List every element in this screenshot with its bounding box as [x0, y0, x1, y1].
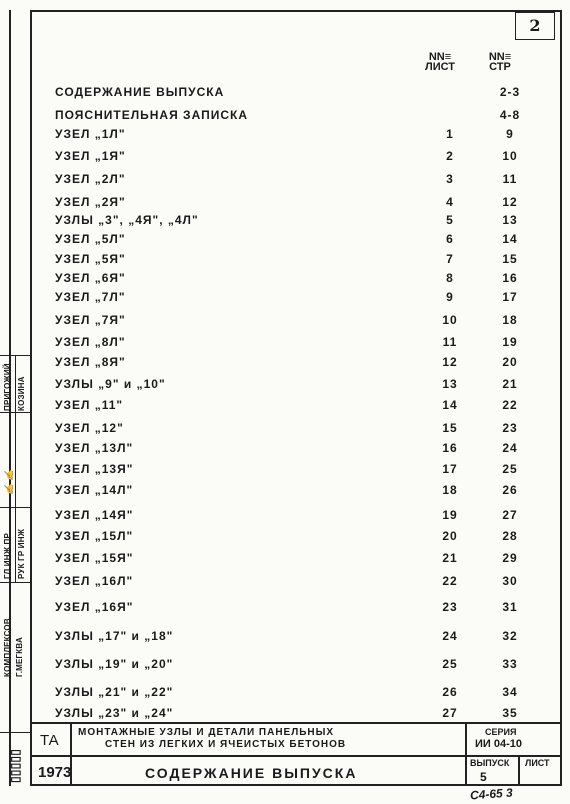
- row-page-number: 2-3: [499, 85, 521, 99]
- contents-row: [55, 529, 545, 547]
- page-number: 2: [515, 12, 555, 40]
- approver-name-2: КОЗИНА: [17, 376, 26, 411]
- row-sheet-number: 20: [442, 529, 458, 543]
- row-title: УЗЕЛ „11": [55, 398, 124, 412]
- contents-row: [55, 629, 545, 647]
- row-sheet-number: 3: [446, 172, 454, 186]
- row-title: СОДЕРЖАНИЕ ВЫПУСКА: [55, 85, 225, 99]
- row-title: УЗЕЛ „7Я": [55, 313, 126, 327]
- contents-row: [55, 85, 545, 103]
- row-title: УЗЕЛ „8Л": [55, 335, 126, 349]
- row-title: УЗЕЛ „14Я": [55, 508, 134, 522]
- row-page-number: 12: [502, 195, 518, 209]
- row-sheet-number: 27: [442, 706, 458, 720]
- row-page-number: 20: [502, 355, 518, 369]
- description-line-2: СТЕН ИЗ ЛЕГКИХ И ЯЧЕИСТЫХ БЕТОНОВ: [105, 739, 347, 750]
- contents-row: [55, 421, 545, 439]
- row-title: УЗЛЫ „3", „4Я", „4Л": [55, 213, 199, 227]
- series-label: СЕРИЯ: [485, 727, 517, 737]
- approver-dept: КОМПЛЕКСОВ: [3, 618, 12, 677]
- row-page-number: 16: [502, 271, 518, 285]
- row-title: УЗЕЛ „1Я": [55, 149, 126, 163]
- contents-row: [55, 271, 545, 289]
- row-sheet-number: 23: [442, 600, 458, 614]
- row-page-number: 13: [502, 213, 518, 227]
- row-title: УЗЕЛ „13Л": [55, 441, 134, 455]
- issue-value: 5: [480, 770, 487, 784]
- approver-role-2: РУК ГР ИНЖ: [17, 528, 26, 579]
- row-page-number: 18: [502, 313, 518, 327]
- row-sheet-number: 21: [442, 551, 458, 565]
- row-page-number: 25: [502, 462, 518, 476]
- frame-marks: ▯▯▯▯▯: [8, 748, 22, 783]
- row-sheet-number: 8: [446, 271, 454, 285]
- row-page-number: 14: [502, 232, 518, 246]
- row-page-number: 24: [502, 441, 518, 455]
- contents-row: [55, 335, 545, 353]
- row-title: УЗЕЛ „15Я": [55, 551, 134, 565]
- row-page-number: 11: [502, 172, 518, 186]
- document-title: СОДЕРЖАНИЕ ВЫПУСКА: [145, 765, 358, 781]
- row-title: УЗЕЛ „14Л": [55, 483, 134, 497]
- contents-row: [55, 377, 545, 395]
- row-page-number: 31: [502, 600, 518, 614]
- row-title: УЗЕЛ „12": [55, 421, 124, 435]
- year: 1973: [38, 764, 72, 781]
- row-sheet-number: 1: [446, 127, 454, 141]
- row-title: УЗЕЛ „2Я": [55, 195, 126, 209]
- contents-row: [55, 195, 545, 213]
- row-sheet-number: 18: [442, 483, 458, 497]
- row-title: УЗЕЛ „8Я": [55, 355, 126, 369]
- row-title: УЗЕЛ „7Л": [55, 290, 126, 304]
- row-title: УЗЛЫ „19" и „20": [55, 657, 174, 671]
- title-block-divider: [30, 755, 562, 757]
- row-page-number: 9: [506, 127, 514, 141]
- row-sheet-number: 7: [446, 252, 454, 266]
- contents-row: [55, 483, 545, 501]
- row-page-number: 27: [502, 508, 518, 522]
- row-page-number: 23: [502, 421, 518, 435]
- contents-row: [55, 232, 545, 250]
- signature: ✍ ✍: [4, 470, 14, 495]
- row-sheet-number: 9: [446, 290, 454, 304]
- row-page-number: 10: [502, 149, 518, 163]
- row-page-number: 15: [502, 252, 518, 266]
- row-title: УЗЛЫ „23" и „24": [55, 706, 174, 720]
- contents-row: [55, 551, 545, 569]
- contents-row: [55, 108, 545, 126]
- contents-row: [55, 657, 545, 675]
- row-title: ПОЯСНИТЕЛЬНАЯ ЗАПИСКА: [55, 108, 248, 122]
- contents-row: [55, 462, 545, 480]
- approver-name-3: Г.МЕГКВА: [15, 637, 24, 677]
- row-sheet-number: 19: [442, 508, 458, 522]
- contents-row: [55, 355, 545, 373]
- row-page-number: 21: [502, 377, 518, 391]
- approval-strip: [0, 355, 30, 786]
- row-title: УЗЕЛ „15Л": [55, 529, 134, 543]
- row-page-number: 29: [502, 551, 518, 565]
- row-page-number: 22: [502, 398, 518, 412]
- row-sheet-number: 6: [446, 232, 454, 246]
- contents-row: [55, 313, 545, 331]
- contents-row: [55, 149, 545, 167]
- row-title: УЗЛЫ „21" и „22": [55, 685, 174, 699]
- contents-row: [55, 574, 545, 592]
- row-title: УЗЕЛ „2Л": [55, 172, 126, 186]
- row-sheet-number: 12: [442, 355, 458, 369]
- row-title: УЗЕЛ „13Я": [55, 462, 134, 476]
- contents-row: [55, 290, 545, 308]
- approver-name-1: ПРИГОЖИЙ: [3, 363, 12, 411]
- row-title: УЗЕЛ „5Л": [55, 232, 126, 246]
- sheet-label: ЛИСТ: [525, 758, 550, 768]
- contents-row: [55, 172, 545, 190]
- row-sheet-number: 24: [442, 629, 458, 643]
- row-title: УЗЛЫ „17" и „18": [55, 629, 174, 643]
- contents-row: [55, 685, 545, 703]
- row-sheet-number: 4: [446, 195, 454, 209]
- row-page-number: 26: [502, 483, 518, 497]
- issue-label: ВЫПУСК: [470, 758, 510, 768]
- row-title: УЗЕЛ „6Я": [55, 271, 126, 285]
- header-sheet-number: NN≡ ЛИСТ: [424, 51, 455, 73]
- row-sheet-number: 5: [446, 213, 454, 227]
- row-sheet-number: 16: [442, 441, 458, 455]
- series-value: ИИ 04-10: [475, 738, 523, 750]
- row-title: УЗЕЛ „1Л": [55, 127, 126, 141]
- row-sheet-number: 25: [442, 657, 458, 671]
- row-sheet-number: 14: [442, 398, 458, 412]
- row-page-number: 4-8: [499, 108, 521, 122]
- row-sheet-number: 22: [442, 574, 458, 588]
- contents-row: [55, 398, 545, 416]
- title-block-divider: [518, 757, 520, 786]
- row-sheet-number: 13: [442, 377, 458, 391]
- row-title: УЗЕЛ „16Я": [55, 600, 134, 614]
- contents-row: [55, 441, 545, 459]
- row-sheet-number: 17: [442, 462, 458, 476]
- approval-divider: [15, 355, 16, 582]
- archive-stamp: С4-65 3: [469, 785, 514, 803]
- contents-row: [55, 127, 545, 145]
- row-page-number: 30: [502, 574, 518, 588]
- row-page-number: 32: [502, 629, 518, 643]
- approver-role-1: ГЛ ИНЖ ПР: [3, 532, 12, 579]
- header-page-number: NN≡ СТР: [488, 51, 512, 73]
- row-page-number: 17: [502, 290, 518, 304]
- row-page-number: 34: [502, 685, 518, 699]
- row-page-number: 28: [502, 529, 518, 543]
- row-page-number: 19: [502, 335, 518, 349]
- row-sheet-number: 2: [446, 149, 454, 163]
- description-line-1: МОНТАЖНЫЕ УЗЛЫ И ДЕТАЛИ ПАНЕЛЬНЫХ: [78, 727, 335, 738]
- title-block: [30, 722, 562, 786]
- contents-row: [55, 600, 545, 618]
- row-title: УЗЕЛ „16Л": [55, 574, 134, 588]
- row-sheet-number: 10: [442, 313, 458, 327]
- row-page-number: 35: [502, 706, 518, 720]
- row-title: УЗЛЫ „9" и „10": [55, 377, 166, 391]
- row-sheet-number: 15: [442, 421, 458, 435]
- row-title: УЗЕЛ „5Я": [55, 252, 126, 266]
- contents-row: [55, 213, 545, 231]
- contents-row: [55, 508, 545, 526]
- row-page-number: 33: [502, 657, 518, 671]
- org-code: ТА: [40, 732, 59, 749]
- row-sheet-number: 11: [442, 335, 458, 349]
- row-sheet-number: 26: [442, 685, 458, 699]
- contents-row: [55, 252, 545, 270]
